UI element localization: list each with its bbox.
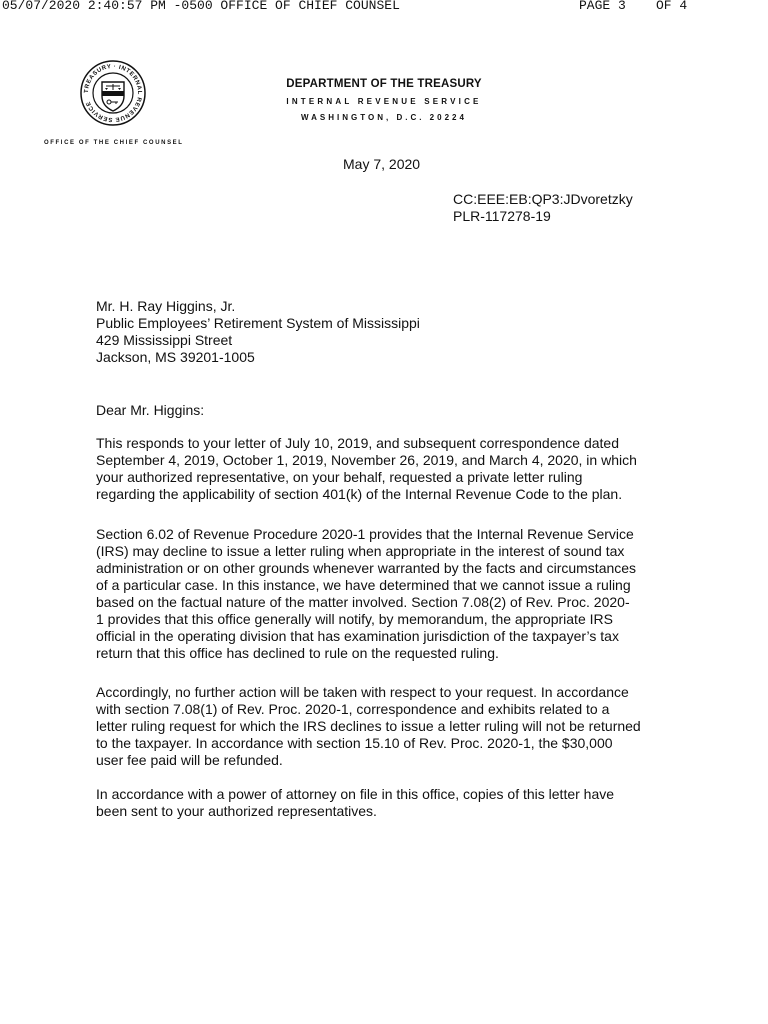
paragraph-line: Section 6.02 of Revenue Procedure 2020-1 provides that the Internal Revenue Service: [96, 526, 634, 542]
body-paragraph: [96, 435, 637, 503]
paragraph-line: official in the operating division that has examination jurisdiction of the taxpayer’s tax: [96, 628, 619, 644]
paragraph-line: 1 provides that this office generally will notify, by memorandum, the appropriate IRS: [96, 611, 613, 627]
service-name: INTERNAL REVENUE SERVICE: [286, 97, 482, 106]
paragraph-line: administration or on other grounds whenever warranted by the facts and circumstances: [96, 560, 637, 576]
paragraph-line: your authorized representative, on your behalf, requested a private letter ruling: [96, 469, 583, 485]
recipient-line: Jackson, MS 39201-1005: [96, 349, 255, 365]
reference-line: PLR-117278-19: [453, 208, 551, 224]
city-address: WASHINGTON, D.C. 20224: [301, 113, 467, 122]
paragraph-line: to the taxpayer. In accordance with section 15.10 of Rev. Proc. 2020-1, the $30,000: [96, 735, 613, 751]
paragraph-line: In accordance with a power of attorney on file in this office, copies of this letter have: [96, 786, 615, 802]
recipient-line: 429 Mississippi Street: [96, 332, 233, 348]
fax-header: [0, 0, 768, 16]
paragraph-line: September 4, 2019, October 1, 2019, November 26, 2019, and March 4, 2020, in which: [96, 452, 637, 468]
recipient-line: Public Employees’ Retirement System of Mississippi: [96, 315, 420, 331]
paragraph-line: Accordingly, no further action will be taken with respect to your request. In accordance: [96, 684, 629, 700]
body-paragraph: [96, 526, 636, 662]
paragraph-line: return that this office has declined to rule on the requested ruling.: [96, 645, 499, 661]
paragraph-line: of a particular case. In this instance, we have determined that we cannot issue a ruling: [96, 577, 631, 593]
recipient-address: [96, 298, 420, 366]
body-paragraph: [96, 786, 614, 820]
fax-timestamp-line: 05/07/2020 2:40:57 PM -0500 OFFICE OF CHIEF COUNSEL: [2, 0, 400, 13]
body-paragraph: [96, 684, 641, 769]
treasury-seal-icon: [80, 60, 146, 126]
paragraph-line: with section 7.08(1) of Rev. Proc. 2020-1, correspondence and exhibits related to a: [96, 701, 610, 717]
letterhead: [250, 77, 518, 125]
salutation: Dear Mr. Higgins:: [96, 402, 205, 418]
paragraph-line: been sent to your authorized representatives.: [96, 803, 377, 819]
seal-ring-text: TREASURY · INTERNAL REVENUE SERVICE: [83, 63, 143, 123]
paragraph-line: based on the factual nature of the matter involved. Section 7.08(2) of Rev. Proc. 2020-: [96, 594, 630, 610]
letter-date: May 7, 2020: [343, 156, 421, 172]
reference-line: CC:EEE:EB:QP3:JDvoretzky: [453, 191, 633, 207]
office-of-chief-counsel-label: OFFICE OF THE CHIEF COUNSEL: [44, 140, 184, 146]
paragraph-line: regarding the applicability of section 401(k) of the Internal Revenue Code to the plan.: [96, 486, 623, 502]
paragraph-line: (IRS) may decline to issue a letter ruling when appropriate in the interest of sound tax: [96, 543, 625, 559]
fax-page-total: OF 4: [656, 0, 688, 13]
department-name: DEPARTMENT OF THE TREASURY: [286, 78, 482, 90]
recipient-line: Mr. H. Ray Higgins, Jr.: [96, 298, 236, 314]
paragraph-line: letter ruling request for which the IRS declines to issue a letter ruling will not be returned: [96, 718, 641, 734]
paragraph-line: user fee paid will be refunded.: [96, 752, 283, 768]
fax-page-number: PAGE 3: [579, 0, 626, 13]
paragraph-line: This responds to your letter of July 10, 2019, and subsequent correspondence dated: [96, 435, 620, 451]
reference-block: [453, 191, 633, 225]
